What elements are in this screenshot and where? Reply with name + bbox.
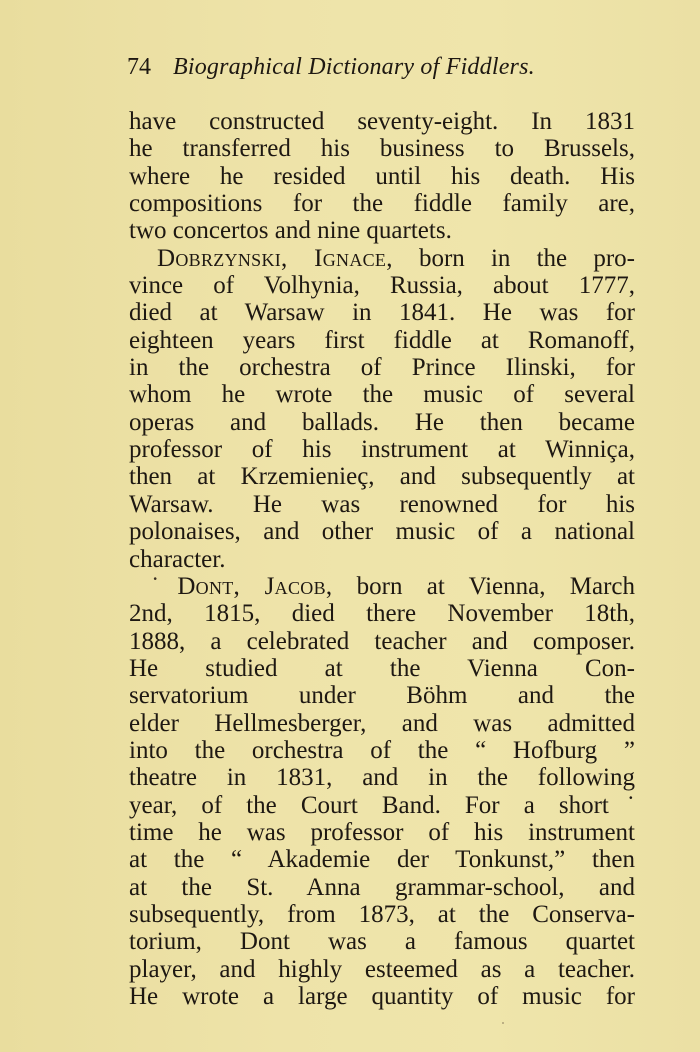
text-line: eighteen years first fiddle at Romanoff,: [129, 326, 635, 354]
text-line: he transferred his business to Brussels,: [129, 135, 635, 163]
text-line: He wrote a large quantity of music for: [129, 983, 635, 1010]
text-line: vince of Volhynia, Russia, about 1777,: [129, 272, 635, 300]
text-line: into the orchestra of the “ Hofburg ”: [129, 736, 635, 764]
text-line: subsequently, from 1873, at the Conserva-: [129, 900, 635, 928]
text-line: player, and highly esteemed as a teacher.: [129, 955, 635, 983]
text-line: He studied at the Vienna Con-: [129, 654, 635, 682]
text-line: 1888, a celebrated teacher and composer.: [129, 627, 635, 655]
entry-lead-text: born in the pro-: [392, 244, 635, 272]
running-title: Biographical Dictionary of Fiddlers.: [173, 54, 535, 80]
margin-mark: ˙: [151, 572, 178, 600]
entry-heading-line: [129, 245, 635, 272]
text-line: polonaises, and other music of a national: [129, 518, 635, 546]
text-line: then at Krzemienieç, and subsequently at: [129, 463, 635, 491]
dictionary-text: [129, 108, 635, 1010]
text-line: time he was professor of his instrument: [129, 818, 635, 846]
running-header: [127, 50, 647, 84]
entry-lead-text: born at Vienna, March: [332, 572, 635, 600]
text-line: elder Hellmesberger, and was admitted: [129, 709, 635, 737]
text-line: theatre in 1831, and in the following: [129, 764, 635, 792]
text-line: character.: [129, 545, 226, 573]
text-line: torium, Dont was a famous quartet: [129, 928, 635, 956]
text-line: died at Warsaw in 1841. He was for: [129, 299, 635, 327]
text-line: year, of the Court Band. For a short˙: [129, 791, 635, 819]
entry-heading-line: [129, 573, 635, 600]
text-line: where he resided until his death. His: [129, 162, 635, 190]
text-line: Warsaw. He was renowned for his: [129, 490, 635, 518]
text-line: have constructed seventy-eight. In 1831: [129, 108, 635, 135]
text-line: servatorium under Böhm and the: [129, 682, 635, 710]
text-line: at the “ Akademie der Tonkunst,” then: [129, 846, 635, 874]
entry-name-dobrzynski: Dobrzynski, Ignace,: [157, 244, 393, 272]
entry-name-dont: Dont, Jacob,: [177, 572, 333, 600]
text-line: operas and ballads. He then became: [129, 408, 635, 436]
text-line: professor of his instrument at Winniça,: [129, 436, 635, 464]
text-line: two concertos and nine quartets.: [129, 217, 452, 245]
paper-speck: [502, 1022, 504, 1024]
text-line: in the orchestra of Prince Ilinski, for: [129, 354, 635, 382]
text-line: at the St. Anna grammar-school, and: [129, 873, 635, 901]
page-number: 74: [127, 54, 151, 80]
text-line: whom he wrote the music of several: [129, 381, 635, 409]
text-line: 2nd, 1815, died there November 18th,: [129, 600, 635, 628]
text-line: compositions for the fiddle family are,: [129, 190, 635, 218]
